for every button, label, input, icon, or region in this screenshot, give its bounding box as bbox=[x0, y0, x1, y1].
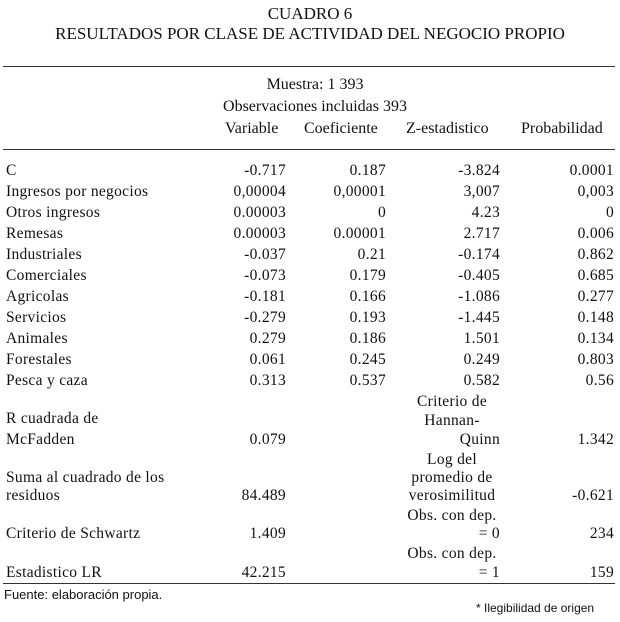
row-probabilidad: 0.685 bbox=[577, 267, 614, 284]
stat-obs-dep1-label-2: = 1 bbox=[478, 564, 500, 581]
stat-hannan-quinn-label-3: Quinn bbox=[459, 431, 500, 448]
row-label: Comerciales bbox=[6, 267, 87, 284]
row-variable: 0.279 bbox=[249, 330, 286, 347]
row-label: Otros ingresos bbox=[6, 204, 101, 221]
row-variable: -0.037 bbox=[244, 246, 286, 263]
source-note: Fuente: elaboración propia. bbox=[4, 587, 163, 602]
row-probabilidad: 0 bbox=[605, 204, 614, 221]
included-observations: Observaciones incluidas 393 bbox=[223, 98, 407, 115]
table-subtitle: RESULTADOS POR CLASE DE ACTIVIDAD DEL NEGOCIO PROPIO bbox=[55, 24, 565, 43]
row-variable: 0,00004 bbox=[233, 183, 286, 200]
stat-lr-value: 42.215 bbox=[241, 564, 286, 581]
stat-obs-dep0-value: 234 bbox=[589, 525, 614, 542]
stat-mcfadden-label-2: McFadden bbox=[6, 431, 75, 448]
stat-lr-label: Estadistico LR bbox=[6, 564, 102, 581]
row-z-estadistico: -3.824 bbox=[458, 162, 500, 179]
top-rule bbox=[3, 66, 615, 67]
row-coeficiente: 0 bbox=[377, 204, 386, 221]
row-label: Industriales bbox=[6, 246, 82, 263]
row-coeficiente: 0.245 bbox=[349, 351, 386, 368]
row-variable: 0.061 bbox=[249, 351, 286, 368]
row-z-estadistico: 2.717 bbox=[463, 225, 500, 242]
row-label: Pesca y caza bbox=[6, 372, 88, 389]
row-coeficiente: 0.179 bbox=[349, 267, 386, 284]
row-label: Servicios bbox=[6, 309, 67, 326]
stat-obs-dep1-label-1: Obs. con dep. bbox=[407, 545, 497, 562]
row-label: C bbox=[6, 162, 17, 179]
row-probabilidad: 0.006 bbox=[577, 225, 614, 242]
row-probabilidad: 0.134 bbox=[577, 330, 614, 347]
row-z-estadistico: 4.23 bbox=[471, 204, 500, 221]
stat-schwartz-label: Criterio de Schwartz bbox=[6, 525, 141, 542]
header-rule bbox=[3, 149, 615, 150]
row-coeficiente: 0.166 bbox=[349, 288, 386, 305]
row-variable: 0.313 bbox=[249, 372, 286, 389]
stat-log-label-1: Log del bbox=[427, 451, 477, 468]
legibility-note: * Ilegibilidad de origen bbox=[476, 601, 595, 615]
row-z-estadistico: -1.445 bbox=[458, 309, 500, 326]
stat-hannan-quinn-value: 1.342 bbox=[577, 431, 614, 448]
stat-hannan-quinn-label-2: Hannan- bbox=[424, 412, 480, 429]
row-z-estadistico: 0.249 bbox=[463, 351, 500, 368]
stat-suma-label-2: residuos bbox=[6, 487, 61, 504]
stat-log-label-2: promedio de bbox=[411, 469, 493, 486]
stat-mcfadden-value: 0.079 bbox=[249, 431, 286, 448]
row-probabilidad: 0.862 bbox=[577, 246, 614, 263]
bottom-rule bbox=[3, 583, 615, 584]
row-label: Animales bbox=[6, 330, 68, 347]
stat-mcfadden-label-1: R cuadrada de bbox=[6, 410, 99, 427]
col-header-coeficiente: Coeficiente bbox=[304, 120, 378, 137]
row-variable: 0.00003 bbox=[233, 204, 286, 221]
stat-hannan-quinn-label-1: Criterio de bbox=[416, 393, 487, 410]
row-coeficiente: 0.537 bbox=[349, 372, 386, 389]
row-probabilidad: 0.56 bbox=[585, 372, 614, 389]
row-z-estadistico: -1.086 bbox=[458, 288, 500, 305]
row-coeficiente: 0.186 bbox=[349, 330, 386, 347]
row-variable: 0.00003 bbox=[233, 225, 286, 242]
row-probabilidad: 0.148 bbox=[577, 309, 614, 326]
row-variable: -0.717 bbox=[244, 162, 286, 179]
row-z-estadistico: 1.501 bbox=[463, 330, 500, 347]
row-z-estadistico: -0.174 bbox=[458, 246, 500, 263]
row-label: Forestales bbox=[6, 351, 72, 368]
row-label: Ingresos por negocios bbox=[6, 183, 149, 200]
row-probabilidad: 0.277 bbox=[577, 288, 614, 305]
col-header-variable: Variable bbox=[225, 120, 279, 137]
row-coeficiente: 0.193 bbox=[349, 309, 386, 326]
stat-log-value: -0.621 bbox=[572, 487, 614, 504]
row-variable: -0.279 bbox=[244, 309, 286, 326]
stat-suma-value: 84.489 bbox=[241, 487, 286, 504]
sample-size: Muestra: 1 393 bbox=[266, 76, 364, 93]
stat-log-label-3: verosimilitud bbox=[408, 487, 496, 504]
row-label: Remesas bbox=[6, 225, 64, 242]
stat-obs-dep0-label-1: Obs. con dep. bbox=[407, 507, 497, 524]
row-probabilidad: 0.803 bbox=[577, 351, 614, 368]
col-header-probabilidad: Probabilidad bbox=[521, 120, 603, 137]
row-label: Agricolas bbox=[6, 288, 69, 305]
row-z-estadistico: 0.582 bbox=[463, 372, 500, 389]
row-variable: -0.181 bbox=[244, 288, 286, 305]
stat-suma-label-1: Suma al cuadrado de los bbox=[6, 469, 165, 486]
col-header-z-estadistico: Z-estadistico bbox=[406, 120, 489, 137]
stat-obs-dep0-label-2: = 0 bbox=[478, 525, 500, 542]
row-z-estadistico: 3,007 bbox=[463, 183, 500, 200]
row-coeficiente: 0.187 bbox=[349, 162, 386, 179]
table-title: CUADRO 6 bbox=[267, 4, 353, 23]
stat-obs-dep1-value: 159 bbox=[589, 564, 614, 581]
row-probabilidad: 0.0001 bbox=[569, 162, 614, 179]
row-z-estadistico: -0.405 bbox=[458, 267, 500, 284]
stat-schwartz-value: 1.409 bbox=[249, 525, 286, 542]
row-coeficiente: 0.21 bbox=[357, 246, 386, 263]
row-coeficiente: 0.00001 bbox=[333, 225, 386, 242]
row-variable: -0.073 bbox=[244, 267, 286, 284]
row-probabilidad: 0,003 bbox=[577, 183, 614, 200]
row-coeficiente: 0,00001 bbox=[333, 183, 386, 200]
